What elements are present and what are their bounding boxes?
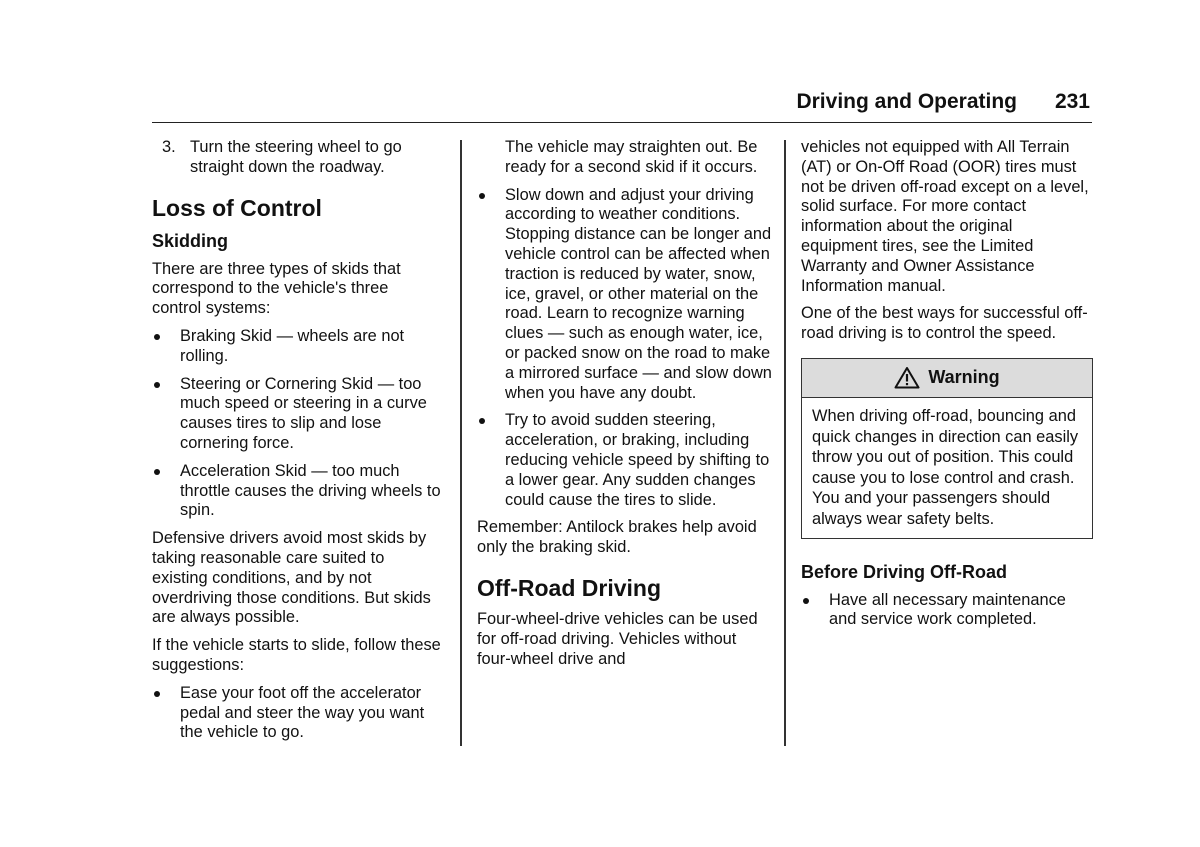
column-middle (477, 138, 773, 677)
list-item-text: Try to avoid sudden steering, acceleration, or braking, including reducing vehicle speed by shifting to a lower gear. Any sudden changes could cause the tires to slide. (505, 411, 770, 509)
list-item (152, 375, 442, 454)
bullet-icon (803, 598, 809, 604)
list-item-text: Steering or Cornering Skid — too much speed or steering in a curve causes tires to slip and lose cornering force. (180, 374, 427, 452)
paragraph-best-ways: One of the best ways for successful off-road driving is to control the speed. (801, 304, 1088, 343)
warning-box (801, 358, 1093, 539)
step-text: Turn the steering wheel to go straight down the roadway. (190, 138, 402, 176)
step-number: 3. (162, 138, 176, 156)
list-item-text: Ease your foot off the accelerator pedal and steer the way you want the vehicle to go. (180, 683, 425, 742)
column-divider (784, 140, 786, 746)
list-item (801, 591, 1093, 631)
list-item-text: Acceleration Skid — too much throttle causes the driving wheels to spin. (180, 461, 441, 520)
section-title: Driving and Operating (796, 90, 1017, 113)
bullet-icon (154, 691, 160, 697)
list-item (152, 327, 442, 367)
column-left (152, 138, 442, 751)
bullet-icon (479, 193, 485, 199)
numbered-step (152, 138, 442, 178)
page-number: 231 (1054, 90, 1090, 113)
paragraph-remember: Remember: Antilock brakes help avoid only the braking skid. (477, 518, 757, 557)
warning-title: Warning (928, 367, 1000, 388)
paragraph-slide: If the vehicle starts to slide, follow these suggestions: (152, 636, 441, 674)
list-item-continuation: The vehicle may straighten out. Be ready for a second skid if it occurs. (505, 138, 758, 176)
list-item-text: Have all necessary maintenance and service work completed. (829, 590, 1066, 629)
warning-header (802, 359, 1092, 398)
heading-off-road-driving: Off-Road Driving (477, 574, 661, 601)
bullet-icon (154, 382, 160, 388)
paragraph-offroad-start: Four-wheel-drive vehicles can be used for off-road driving. Vehicles without four-wheel drive and (477, 609, 758, 668)
paragraph-defensive: Defensive drivers avoid most skids by taking reasonable care suited to existing conditions, and by not overdriving those conditions. But skids are always possible. (152, 529, 431, 627)
bullet-icon (154, 334, 160, 340)
paragraph-offroad-cont: vehicles not equipped with All Terrain (AT) or On-Off Road (OOR) tires must not be driven off-road except on a level, solid surface. For more contact information about the original equipment tires, see the Limited Warranty and Owner Assistance Information manual. (801, 138, 1089, 295)
heading-loss-of-control: Loss of Control (152, 194, 322, 221)
column-right (801, 138, 1093, 638)
warning-text: When driving off-road, bouncing and quick changes in direction can easily throw you out of position. This could cause you to lose control and crash. You and your passengers should always wear safety belts. (812, 406, 1079, 528)
heading-skidding: Skidding (152, 230, 228, 251)
column-divider (460, 140, 462, 746)
heading-before-driving-off-road: Before Driving Off-Road (801, 561, 1008, 582)
warning-triangle-icon (894, 366, 920, 389)
paragraph-skids-intro: There are three types of skids that correspond to the vehicle's three control systems: (152, 259, 401, 318)
list-item-text: Braking Skid — wheels are not rolling. (180, 326, 405, 365)
bullet-icon (154, 469, 160, 475)
list-item (152, 684, 442, 743)
list-item-text: Slow down and adjust your driving according to weather conditions. Stopping distance can be longer and vehicle control can be affected when traction is reduced by water, snow, ice, gravel, or other material on the road. Learn to recognize warning clues — such as enough water, ice, or packed snow on the road to make a mirrored surface — and slow down when you have any doubt. (505, 185, 772, 402)
page-header (152, 86, 1092, 123)
list-item (477, 411, 773, 510)
bullet-icon (479, 418, 485, 424)
list-item (477, 186, 773, 404)
list-item (152, 462, 442, 521)
